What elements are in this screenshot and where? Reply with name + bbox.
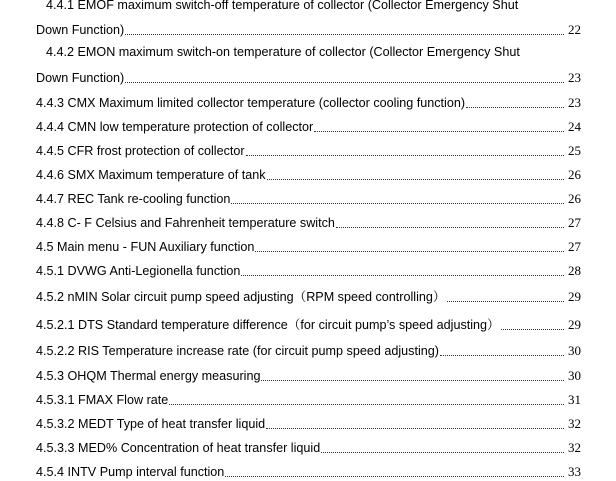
toc-page-number: 23 bbox=[568, 70, 581, 85]
toc-page-number: 22 bbox=[568, 22, 581, 37]
toc-page-number: 27 bbox=[568, 239, 581, 254]
toc-entry-4-5-2[interactable] bbox=[36, 287, 581, 305]
toc-page-number: 30 bbox=[568, 368, 581, 383]
toc-entry-title: 4.5 Main menu - FUN Auxiliary function bbox=[36, 240, 255, 254]
toc-page-number: 28 bbox=[568, 263, 581, 278]
toc-entry-title: 4.5.3 OHQM Thermal energy measuring bbox=[36, 369, 261, 383]
leader-dots bbox=[440, 355, 564, 356]
leader-dots bbox=[261, 380, 564, 381]
toc-entry-title: 4.4.8 C- F Celsius and Fahrenheit temperature switch bbox=[36, 216, 335, 230]
toc-entry-title: 4.4.3 CMX Maximum limited collector temperature (collector cooling function) bbox=[36, 96, 466, 110]
toc-page-number: 31 bbox=[568, 392, 581, 407]
toc-page-number: 29 bbox=[568, 289, 581, 304]
toc-entry-4-5-2-2[interactable] bbox=[36, 341, 581, 359]
leader-dots bbox=[314, 131, 564, 132]
toc-entry-4-4-2-line1: 4.4.2 EMON maximum switch-on temperature of collector (Collector Emergency Shut bbox=[46, 45, 520, 59]
leader-dots bbox=[255, 251, 564, 252]
toc-page-number: 25 bbox=[568, 143, 581, 158]
toc-page-number: 32 bbox=[568, 416, 581, 431]
toc-page-number: 24 bbox=[568, 119, 581, 134]
leader-dots bbox=[246, 155, 564, 156]
toc-entry-title: 4.5.3.2 MEDT Type of heat transfer liquid bbox=[36, 417, 266, 431]
leader-dots bbox=[125, 34, 564, 35]
toc-entry-4-4-2[interactable] bbox=[36, 68, 581, 86]
toc-page-number: 30 bbox=[568, 343, 581, 358]
toc-page-number: 27 bbox=[568, 215, 581, 230]
toc-entry-4-4-5[interactable] bbox=[36, 141, 581, 159]
toc-entry-4-4-8[interactable] bbox=[36, 213, 581, 231]
toc-page-number: 33 bbox=[568, 464, 581, 479]
toc-entry-title: 4.4.4 CMN low temperature protection of collector bbox=[36, 120, 314, 134]
toc-page-number: 29 bbox=[568, 317, 581, 332]
leader-dots bbox=[321, 452, 564, 453]
toc-entry-4-4-6[interactable] bbox=[36, 165, 581, 183]
leader-dots bbox=[501, 329, 564, 330]
toc-entry-title: Down Function) bbox=[36, 23, 125, 37]
leader-dots bbox=[267, 179, 564, 180]
toc-entry-4-4-7[interactable] bbox=[36, 189, 581, 207]
toc-entry-4-5-1[interactable] bbox=[36, 261, 581, 279]
toc-page-number: 26 bbox=[568, 191, 581, 206]
toc-entry-title: 4.4.5 CFR frost protection of collector bbox=[36, 144, 245, 158]
toc-page-number: 32 bbox=[568, 440, 581, 455]
toc-entry-4-4-3[interactable] bbox=[36, 93, 581, 111]
toc-entry-title: 4.5.2.1 DTS Standard temperature difference（for circuit pump’s speed adjusting） bbox=[36, 318, 500, 332]
toc-entry-title: 4.5.3.1 FMAX Flow rate bbox=[36, 393, 169, 407]
leader-dots bbox=[266, 428, 564, 429]
toc-entry-4-5-3-3[interactable] bbox=[36, 438, 581, 456]
toc-page-number: 26 bbox=[568, 167, 581, 182]
leader-dots bbox=[231, 203, 564, 204]
toc-entry-4-5-3-1[interactable] bbox=[36, 390, 581, 408]
toc-entry-4-5-4[interactable] bbox=[36, 462, 581, 480]
leader-dots bbox=[336, 227, 564, 228]
toc-entry-4-5[interactable] bbox=[36, 237, 581, 255]
leader-dots bbox=[169, 404, 564, 405]
leader-dots bbox=[225, 476, 564, 477]
toc-entry-4-4-1[interactable] bbox=[36, 20, 581, 38]
leader-dots bbox=[241, 275, 564, 276]
toc-entry-title: 4.5.2.2 RIS Temperature increase rate (for circuit pump speed adjusting) bbox=[36, 344, 439, 358]
toc-entry-title: 4.4.6 SMX Maximum temperature of tank bbox=[36, 168, 266, 182]
toc-entry-4-5-3-2[interactable] bbox=[36, 414, 581, 432]
toc-entry-4-4-4[interactable] bbox=[36, 117, 581, 135]
toc-entry-title: Down Function) bbox=[36, 71, 125, 85]
toc-entry-4-5-3[interactable] bbox=[36, 366, 581, 384]
leader-dots bbox=[125, 82, 564, 83]
leader-dots bbox=[447, 301, 565, 302]
toc-entry-4-5-2-1[interactable] bbox=[36, 315, 581, 333]
toc-page-number: 23 bbox=[568, 95, 581, 110]
toc-entry-title: 4.4.7 REC Tank re-cooling function bbox=[36, 192, 231, 206]
toc-entry-title: 4.5.1 DVWG Anti-Legionella function bbox=[36, 264, 241, 278]
toc-entry-title: 4.5.3.3 MED% Concentration of heat transfer liquid bbox=[36, 441, 321, 455]
toc-entry-title: 4.5.4 INTV Pump interval function bbox=[36, 465, 225, 479]
toc-entry-title: 4.5.2 nMIN Solar circuit pump speed adjusting（RPM speed controlling） bbox=[36, 290, 446, 304]
leader-dots bbox=[466, 107, 564, 108]
toc-entry-4-4-1-line1: 4.4.1 EMOF maximum switch-off temperature of collector (Collector Emergency Shut bbox=[46, 0, 519, 12]
